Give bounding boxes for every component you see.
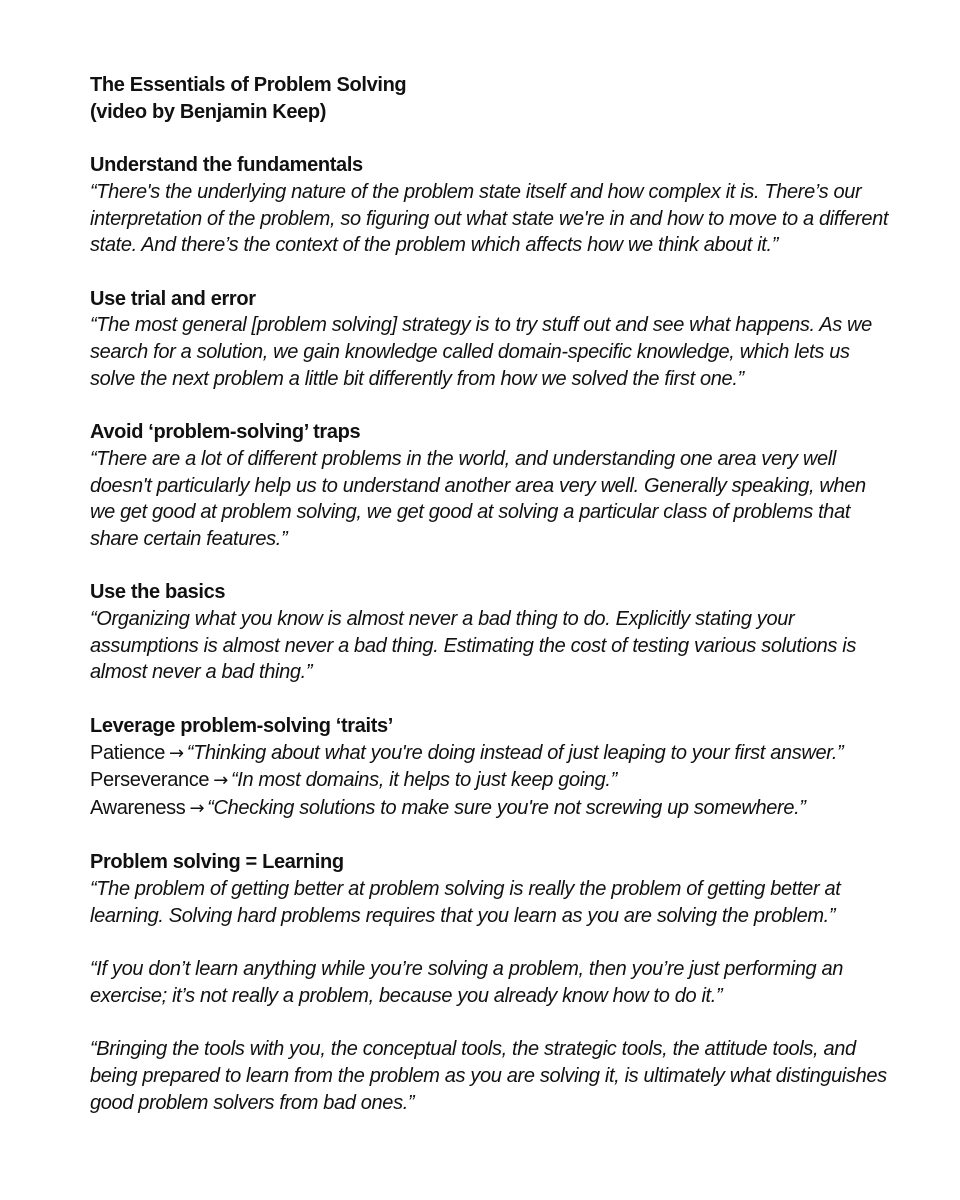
trait-name: Patience xyxy=(90,741,166,764)
section-heading: Problem solving = Learning xyxy=(90,851,344,874)
section-traps xyxy=(90,419,890,553)
document-title: The Essentials of Problem Solving xyxy=(90,74,407,96)
trait-item-patience xyxy=(90,740,890,768)
trait-quote: “Checking solutions to make sure you're not screwing up somewhere.” xyxy=(207,796,806,819)
section-heading: Avoid ‘problem-solving’ traps xyxy=(90,421,361,444)
section-traits xyxy=(90,713,890,823)
section-trial-and-error xyxy=(90,286,890,393)
trait-quote: “Thinking about what you're doing instead of just leaping to your first answer.” xyxy=(186,741,844,764)
section-quote: “There's the underlying nature of the problem state itself and how complex it is. There’s our interpretation of the problem, so figuring out what state we're in and how to move to a different state. And there’s the context of the problem which affects how we think about it.” xyxy=(90,180,889,257)
trait-name: Perseverance xyxy=(90,769,210,792)
section-quote: “Organizing what you know is almost never a bad thing to do. Explicitly stating your assumptions is almost never a bad thing. Estimating the cost of testing various solutions is almost never a bad thing.” xyxy=(90,608,856,684)
trait-name: Awareness xyxy=(90,796,186,819)
section-quote: “There are a lot of different problems in the world, and understanding one area very well doesn't particularly help us to understand another area very well. Generally speaking, when we get good at problem solving, we get good at solving a particular class of problems that share certain features.” xyxy=(90,447,866,550)
trait-quote: “In most domains, it helps to just keep going.” xyxy=(230,769,617,792)
document-page xyxy=(90,72,890,1116)
trait-item-awareness xyxy=(90,795,890,823)
learning-quote: “Bringing the tools with you, the conceptual tools, the strategic tools, the attitude tools, and being prepared to learn from the problem as you are solving it, is ultimately what distinguishes good problem solvers from bad ones.” xyxy=(90,1038,887,1114)
learning-quote: “The problem of getting better at problem solving is really the problem of getting better at learning. Solving hard problems requires that you learn as you are solving the problem.” xyxy=(90,878,841,927)
section-heading: Understand the fundamentals xyxy=(90,154,363,177)
learning-quote: “If you don’t learn anything while you’re solving a problem, then you’re just performing an exercise; it’s not really a problem, because you already know how to do it.” xyxy=(90,958,844,1007)
section-heading: Use the basics xyxy=(90,581,226,604)
section-heading: Leverage problem-solving ‘traits’ xyxy=(90,714,393,737)
arrow-right-icon: → xyxy=(213,770,228,792)
title-block xyxy=(90,72,890,125)
arrow-right-icon: → xyxy=(169,742,184,764)
document-subtitle: (video by Benjamin Keep) xyxy=(90,100,327,123)
arrow-right-icon: → xyxy=(189,797,205,819)
section-heading: Use trial and error xyxy=(90,287,256,310)
section-learning xyxy=(90,849,890,1116)
section-quote: “The most general [problem solving] strategy is to try stuff out and see what happens. As we search for a solution, we gain knowledge called domain-specific knowledge, which lets us solve the next problem a little bit differently from how we solved the first one.” xyxy=(90,314,872,390)
section-fundamentals xyxy=(90,152,890,259)
trait-item-perseverance xyxy=(90,767,890,795)
section-basics xyxy=(90,579,890,686)
